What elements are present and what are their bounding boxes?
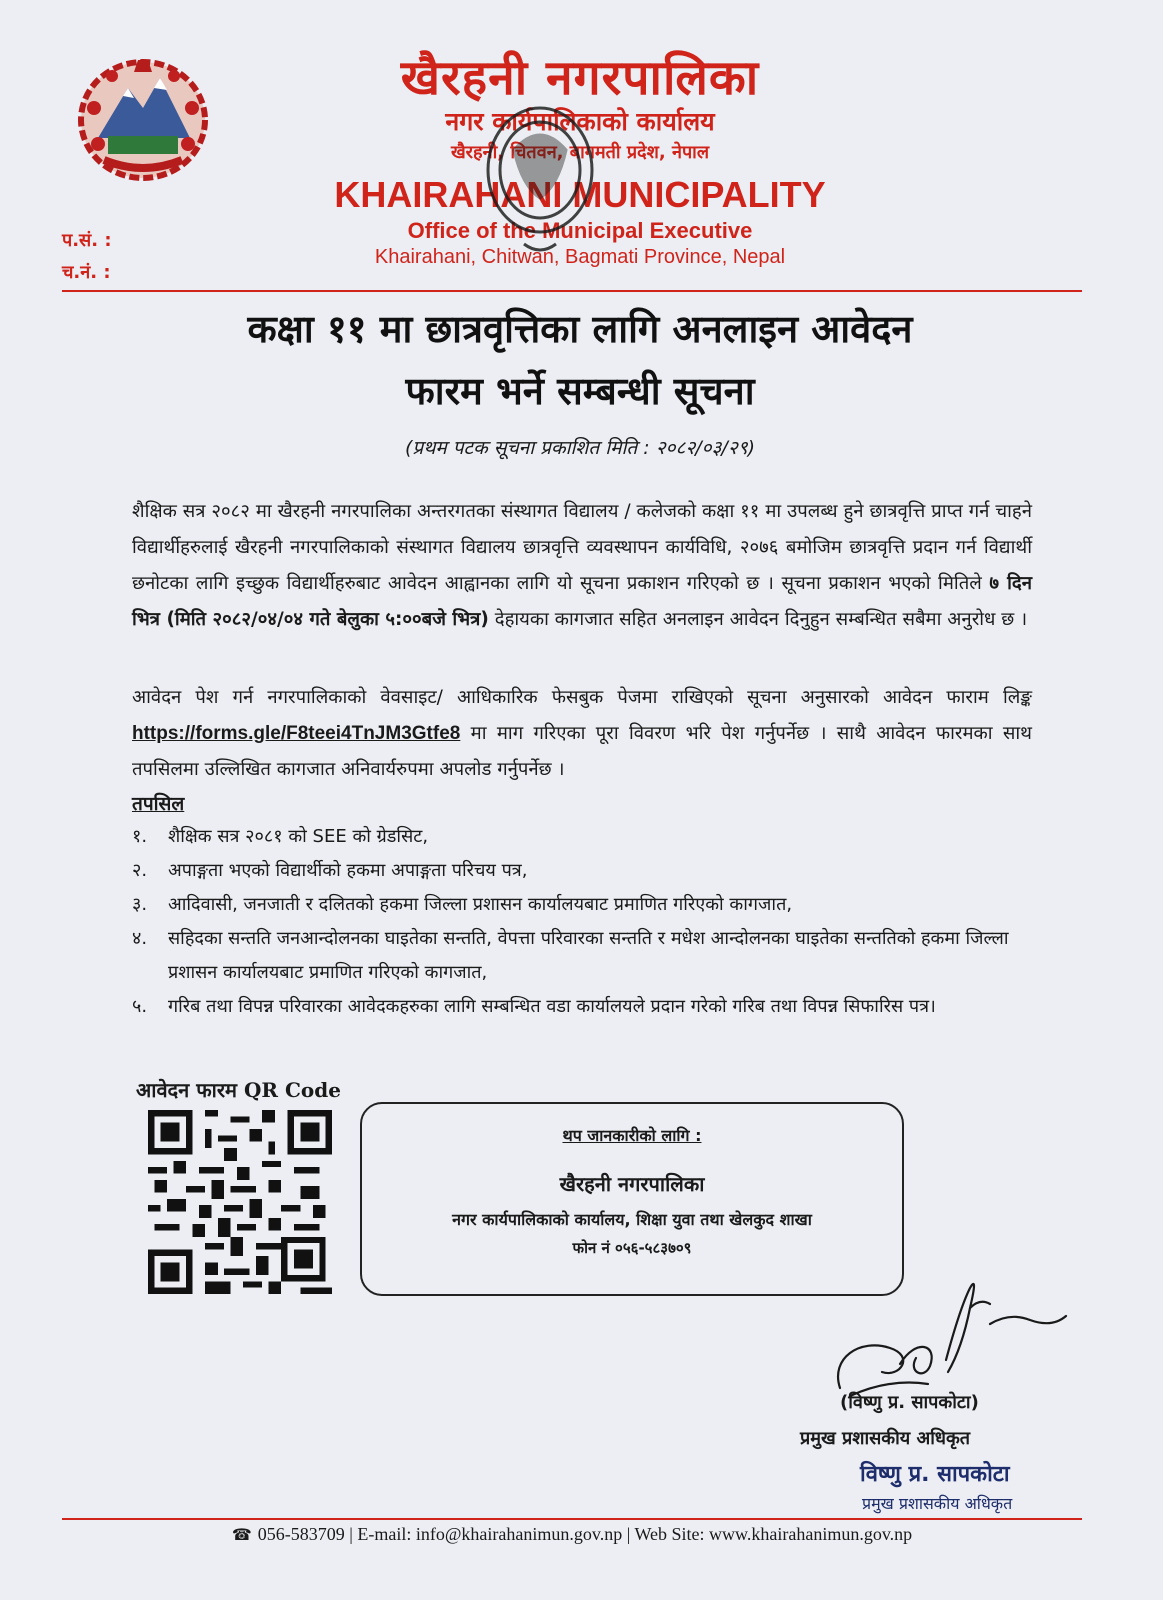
contact-phone: फोन नं ०५६-५८३७०९	[572, 1239, 692, 1257]
list-item-number: १.	[132, 826, 148, 847]
address-english: Khairahani, Chitwan, Bagmati Province, Nepal	[374, 246, 786, 268]
list-item	[132, 990, 1032, 1024]
signatory-stamp-title: प्रमुख प्रशासकीय अधिकृत	[862, 1494, 1013, 1513]
address-nepali: खैरहनी, चितवन, बागमती प्रदेश, नेपाल	[450, 142, 710, 163]
list-item-text: सहिदका सन्तति जनआन्दोलनका घाइतेका सन्तति, वेपत्ता परिवारका सन्तति र मधेश आन्दोलनका घाइतेका सन्ततिको हकमा जिल्ला प्रशासन कार्यालयबाट प्रमाणित गरिएको कागजात,	[168, 928, 1009, 983]
deadline-text: ७ दिन भित्र (मिति २०८२/०४/०४ गते बेलुका ५:००बजे भित्र)	[132, 573, 1032, 630]
document-list-heading: तपसिल	[132, 793, 185, 815]
notice-paragraph-2	[132, 680, 1032, 788]
paragraph-1-text-end: देहायका कागजात सहित अनलाइन आवेदन दिनुहुन सम्बन्धित सबैमा अनुरोध छ ।	[488, 609, 1028, 630]
dispatch-number-label: च.नं. :	[62, 262, 111, 283]
paragraph-2-text-end: मा माग गरिएका पूरा विवरण भरि पेश गर्नुपर्नेछ । साथै आवेदन फारमका साथ तपसिलमा उल्लिखित कागजात अनिवार्यरुपमा अपलोड गर्नुपर्नेछ ।	[132, 723, 1032, 780]
list-item-text: गरिब तथा विपन्न परिवारका आवेदकहरुका लागि सम्बन्धित वडा कार्यालयले प्रदान गरेको गरिब तथा विपन्न सिफारिस पत्र।	[168, 996, 936, 1017]
list-item-number: ३.	[132, 894, 148, 915]
reference-number-label: प.सं. :	[62, 230, 112, 251]
contact-org-name: खैरहनी नगरपालिका	[559, 1172, 705, 1196]
footer-text: 056-583709 | E-mail: info@khairahanimun.gov.np | Web Site: www.khairahanimun.gov.np	[257, 1524, 913, 1544]
list-item-text: शैक्षिक सत्र २०८१ को SEE को ग्रेडसिट,	[168, 826, 429, 847]
signatory-title: प्रमुख प्रशासकीय अधिकृत	[800, 1428, 971, 1449]
paragraph-2-text: आवेदन पेश गर्न नगरपालिकाको वेवसाइट/ आधिकारिक फेसबुक पेजमा राखिएको सूचना अनुसारको आवेदन फाराम लिङ्क	[132, 687, 1032, 708]
header-divider	[62, 290, 1082, 292]
application-form-link[interactable]: https://forms.gle/F8teei4TnJM3Gtfe8	[132, 723, 461, 744]
list-item-text: अपाङ्गता भएको विद्यार्थीको हकमा अपाङ्गता परिचय पत्र,	[168, 860, 528, 881]
list-item	[132, 854, 1032, 888]
notice-paragraph-1	[132, 494, 1032, 638]
list-item	[132, 820, 1032, 854]
signatory-stamp-name: विष्णु प्र. सापकोटा	[860, 1462, 1010, 1487]
signatory-name: (विष्णु प्र. सापकोटा)	[840, 1392, 979, 1413]
office-seal-stamp-icon	[470, 94, 610, 294]
list-item-number: ५.	[132, 996, 148, 1017]
nepal-emblem-icon	[68, 48, 218, 188]
office-name-nepali: नगर कार्यपालिकाको कार्यालय	[445, 107, 715, 136]
contact-office-name: नगर कार्यपालिकाको कार्यालय, शिक्षा युवा तथा खेलकुद शाखा	[452, 1210, 812, 1229]
org-title-nepali: खैरहनी नगरपालिका	[400, 50, 760, 106]
qr-code-icon[interactable]	[148, 1110, 332, 1294]
contact-box-label: थप जानकारीको लागि :	[562, 1126, 702, 1145]
footer-contact	[62, 1524, 1082, 1545]
list-item-number: २.	[132, 860, 148, 881]
footer-divider	[62, 1518, 1082, 1520]
qr-code-label: आवेदन फारम QR Code	[136, 1078, 341, 1102]
publication-date: (प्रथम पटक सूचना प्रकाशित मिति : २०८२/०३/२९)	[405, 437, 755, 459]
office-name-english: Office of the Municipal Executive	[407, 218, 753, 243]
list-item-number: ४.	[132, 928, 148, 949]
list-item-text: आदिवासी, जनजाती र दलितको हकमा जिल्ला प्रशासन कार्यालयबाट प्रमाणित गरिएको कागजात,	[168, 894, 793, 915]
org-title-english: KHAIRAHANI MUNICIPALITY	[334, 174, 826, 215]
paragraph-1-text: शैक्षिक सत्र २०८२ मा खैरहनी नगरपालिका अन्तरगतका संस्थागत विद्यालय / कलेजको कक्षा ११ मा उपलब्ध हुने छात्रवृत्ति प्राप्त गर्न चाहने विद्यार्थीहरुलाई खैरहनी नगरपालिकाको संस्थागत विद्यालय छात्रवृत्ति व्यवस्थापन कार्यविधि, २०७६ बमोजिम छात्रवृत्ति प्रदान गर्न विद्यार्थी छनोटका लागि इच्छुक विद्यार्थीहरुबाट आवेदन आह्वानका लागि यो सूचना प्रकाशन गरिएको छ । सूचना प्रकाशन भएको मितिले	[132, 501, 1032, 594]
list-item	[132, 888, 1032, 922]
notice-title-line-1: कक्षा ११ मा छात्रवृत्तिका लागि अनलाइन आवेदन	[247, 307, 913, 351]
phone-icon: ☎	[231, 1527, 252, 1544]
list-item	[132, 922, 1032, 990]
required-documents-list	[132, 820, 1032, 1024]
signature-icon	[820, 1268, 1070, 1408]
contact-info-box	[360, 1102, 904, 1296]
notice-title-line-2: फारम भर्ने सम्बन्धी सूचना	[405, 369, 755, 413]
